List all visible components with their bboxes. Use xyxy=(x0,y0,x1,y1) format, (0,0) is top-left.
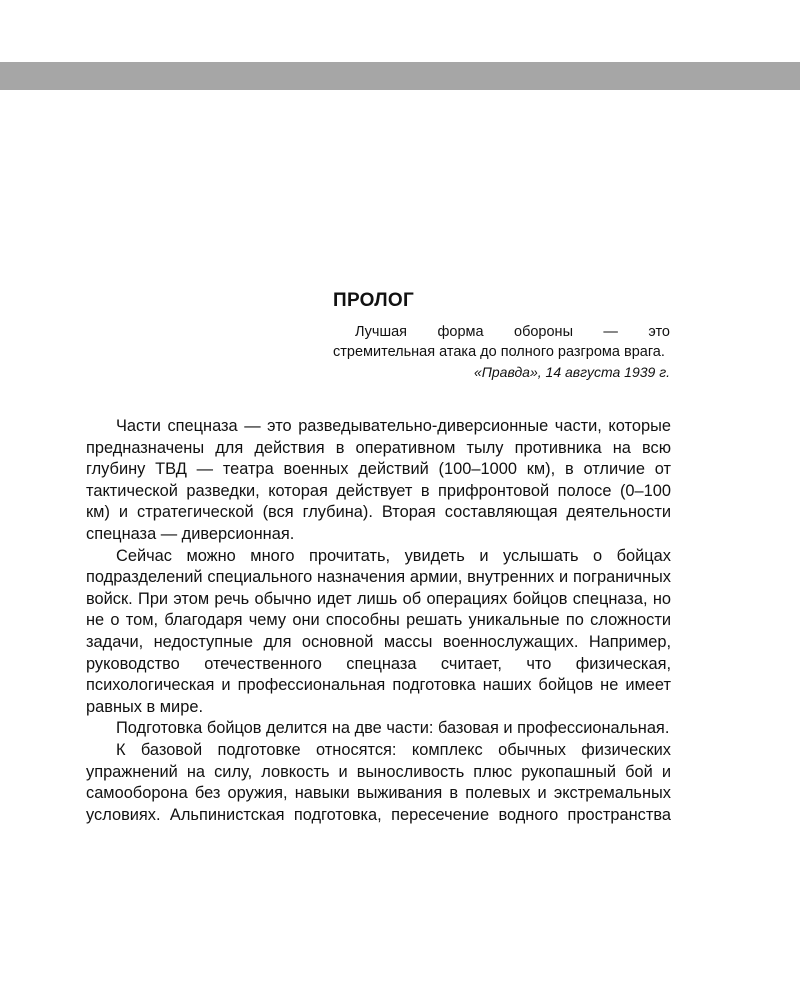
top-gray-band xyxy=(0,62,800,90)
paragraph: Части спецназа — это разведывательно-диверсионные части, которые предназначены для действия в оперативном тылу противника на всю глубину ТВД — театра военных действий (100–1000 км), в отличие от тактической разведки, которая действует в прифронтовой полосе (0–100 км) и стратегической (вся глубина). Вторая составляющая деятельности спецназа — диверсионная. xyxy=(86,417,671,543)
chapter-title: ПРОЛОГ xyxy=(333,290,415,311)
paragraph: К базовой подготовке относятся: комплекс обычных физических упражнений на силу, ловкость и выносливость плюс рукопашный бой и самооборона без оружия, навыки выживания в полевых и экстремальных условиях. Альпинистская подготовка, пересечение водного пространства xyxy=(86,740,671,824)
main-text xyxy=(86,416,671,826)
epigraph xyxy=(333,323,670,383)
epigraph-quote: Лучшая форма обороны — это стремительная атака до полного разгрома врага. xyxy=(333,324,670,360)
paragraph: Подготовка бойцов делится на две части: базовая и профессиональная. xyxy=(116,719,670,738)
paragraph: Сейчас можно много прочитать, увидеть и услышать о бойцах подразделений специального назначения армии, внутренних и пограничных войск. При этом речь обычно идет лишь об операциях бойцов спецназа, но не о том, благодаря чему они способны решать уникальные по сложности задачи, недоступные для основной массы военнослужащих. Например, руководство отечественного спецназа считает, что физическая, психологическая и профессиональная подготовка наших бойцов не имеет равных в мире. xyxy=(86,546,671,716)
epigraph-source: «Правда», 14 августа 1939 г. xyxy=(473,364,670,380)
